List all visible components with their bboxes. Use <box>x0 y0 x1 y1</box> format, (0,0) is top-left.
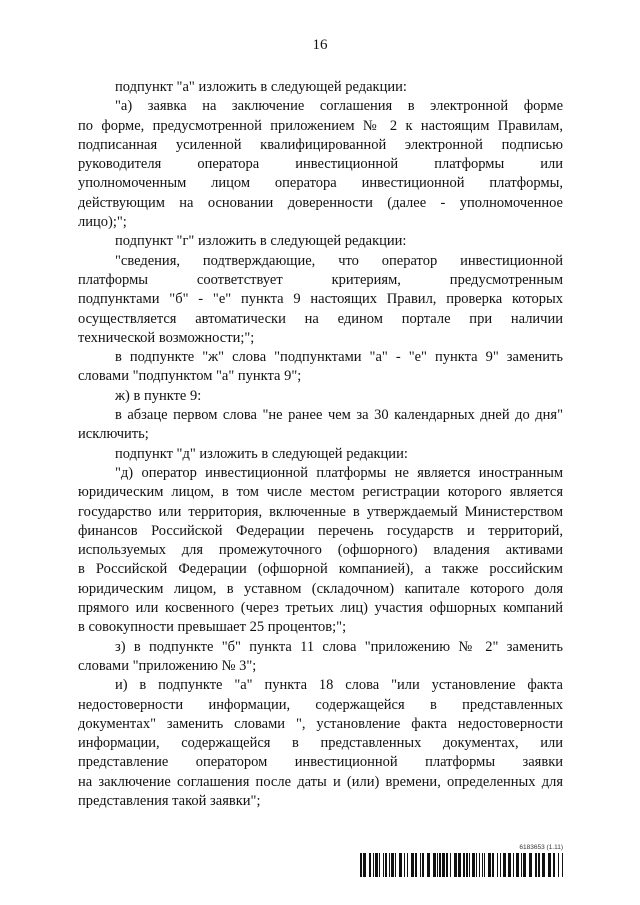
document-body <box>78 78 563 811</box>
text-line: технической возможности;"; <box>78 329 255 346</box>
text-line: прямого или косвенного (через третьих лиц) участия офшорных компаний <box>78 600 563 617</box>
text-line: в абзаце первом слова "не ранее чем за 30 календарных дней до дня" <box>115 407 563 424</box>
text-line: представления такой заявки"; <box>78 792 261 809</box>
text-line: государство или территория, включенные в утверждаемый Министерством <box>78 503 563 520</box>
text-line: з) в подпункте "б" пункта 11 слова "приложению № 2" заменить <box>115 638 563 655</box>
text-line: словами "подпунктом "а" пункта 9"; <box>78 368 302 385</box>
text-line: "сведения, подтверждающие, что оператор инвестиционной <box>115 252 563 269</box>
barcode-bar <box>385 853 387 877</box>
barcode-bar <box>562 853 563 877</box>
barcode-bar <box>466 853 468 877</box>
barcode-bar <box>446 853 448 877</box>
barcode-bar <box>553 853 555 877</box>
barcode-bar <box>513 853 514 877</box>
text-line: представление оператором инвестиционной платформы заявки <box>78 754 563 771</box>
text-line: финансов Российской Федерации перечень государств и территорий, <box>78 522 563 539</box>
text-line: используемых для промежуточного (офшорного) владения активами <box>78 542 563 559</box>
barcode-bar <box>427 853 430 877</box>
text-line: недостоверности информации, содержащейся в представленных <box>78 696 563 713</box>
barcode <box>360 853 563 877</box>
text-line: юридическим лицом, в том числе местом регистрации которого является <box>78 484 563 501</box>
barcode-bar <box>508 853 511 877</box>
text-line: уполномоченным лицом оператора инвестиционной платформы, <box>78 175 563 192</box>
text-line: словами "приложению № 3"; <box>78 657 257 674</box>
barcode-bar <box>407 853 408 877</box>
barcode-bar <box>482 853 483 877</box>
text-line: подпункт "а" изложить в следующей редакции: <box>115 79 407 95</box>
barcode-bar <box>542 853 545 877</box>
text-line: и) в подпункте "а" пункта 18 слова "или установление факта <box>115 677 563 694</box>
text-line: исключить; <box>78 426 149 443</box>
text-line: подпункт "г" изложить в следующей редакции: <box>115 233 407 250</box>
barcode-bar <box>469 853 470 877</box>
text-line: осуществляется автоматически на едином портале при наличии <box>78 310 563 327</box>
barcode-bar <box>404 853 405 877</box>
barcode-bar <box>500 853 501 877</box>
page-number: 16 <box>312 37 328 53</box>
barcode-bar <box>395 853 396 877</box>
barcode-bar <box>463 853 465 877</box>
text-line: лицо);"; <box>78 214 127 231</box>
barcode-bar <box>415 853 417 877</box>
barcode-bar <box>521 853 522 877</box>
barcode-bar <box>492 853 494 877</box>
text-line: в Российской Федерации (офшорной компанией), а также российским <box>78 561 563 578</box>
text-line: документах" заменить словами ", установление факта недостоверности <box>78 715 563 732</box>
barcode-bar <box>399 853 402 877</box>
text-line: в совокупности превышает 25 процентов;"; <box>78 619 347 636</box>
text-line: юридическим лицом, в уставном (складочном) капитале которого доля <box>78 580 563 597</box>
barcode-bar <box>538 853 540 877</box>
barcode-bar <box>503 853 506 877</box>
text-line: действующим на основании доверенности (далее - уполномоченное <box>78 194 563 211</box>
barcode-bar <box>476 853 477 877</box>
barcode-bar <box>439 853 441 877</box>
barcode-bar <box>373 853 374 877</box>
barcode-bar <box>450 853 451 877</box>
barcode-bar <box>442 853 445 877</box>
text-line: руководителя оператора инвестиционной платформы или <box>78 156 563 173</box>
barcode-bar <box>479 853 480 877</box>
barcode-bar <box>454 853 457 877</box>
barcode-bar <box>548 853 551 877</box>
text-line: "д) оператор инвестиционной платформы не является иностранным <box>115 464 563 481</box>
barcode-bar <box>363 853 366 877</box>
text-line: информации, содержащейся в представленных документах, или <box>78 735 563 752</box>
barcode-bar <box>472 853 475 877</box>
text-line: платформы соответствует критериям, предусмотренным <box>78 271 563 288</box>
barcode-bar <box>484 853 485 877</box>
barcode-bar <box>529 853 532 877</box>
barcode-bar <box>379 853 380 877</box>
barcode-bar <box>497 853 498 877</box>
text-line: по форме, предусмотренной приложением № 2 к настоящим Правилам, <box>78 117 563 134</box>
barcode-bar <box>420 853 421 877</box>
barcode-bar <box>360 853 362 877</box>
barcode-bar <box>433 853 436 877</box>
text-line: ж) в пункте 9: <box>115 387 202 404</box>
document-code: 6183653 (1.11) <box>519 844 563 851</box>
barcode-bar <box>523 853 526 877</box>
text-line: подпунктами "б" - "е" пункта 9 настоящих Правил, проверка которых <box>78 291 563 308</box>
barcode-bar <box>458 853 461 877</box>
text-line: подписанная усиленной квалифицированной электронной подписью <box>78 136 563 153</box>
barcode-bar <box>389 853 390 877</box>
barcode-bar <box>535 853 537 877</box>
text-line: "а) заявка на заключение соглашения в электронной форме <box>115 98 563 115</box>
barcode-bar <box>375 853 378 877</box>
text-line: подпункт "д" изложить в следующей редакции: <box>115 445 408 462</box>
barcode-bar <box>437 853 438 877</box>
barcode-bar <box>383 853 384 877</box>
barcode-bar <box>391 853 394 877</box>
barcode-bar <box>558 853 559 877</box>
barcode-bar <box>422 853 424 877</box>
barcode-bar <box>488 853 491 877</box>
text-line: на заключение соглашения после даты и (или) времени, определенных для <box>78 773 563 790</box>
barcode-bar <box>369 853 371 877</box>
barcode-bar <box>516 853 519 877</box>
barcode-bar <box>411 853 414 877</box>
text-line: в подпункте "ж" слова "подпунктами "а" - "е" пункта 9" заменить <box>115 349 563 366</box>
